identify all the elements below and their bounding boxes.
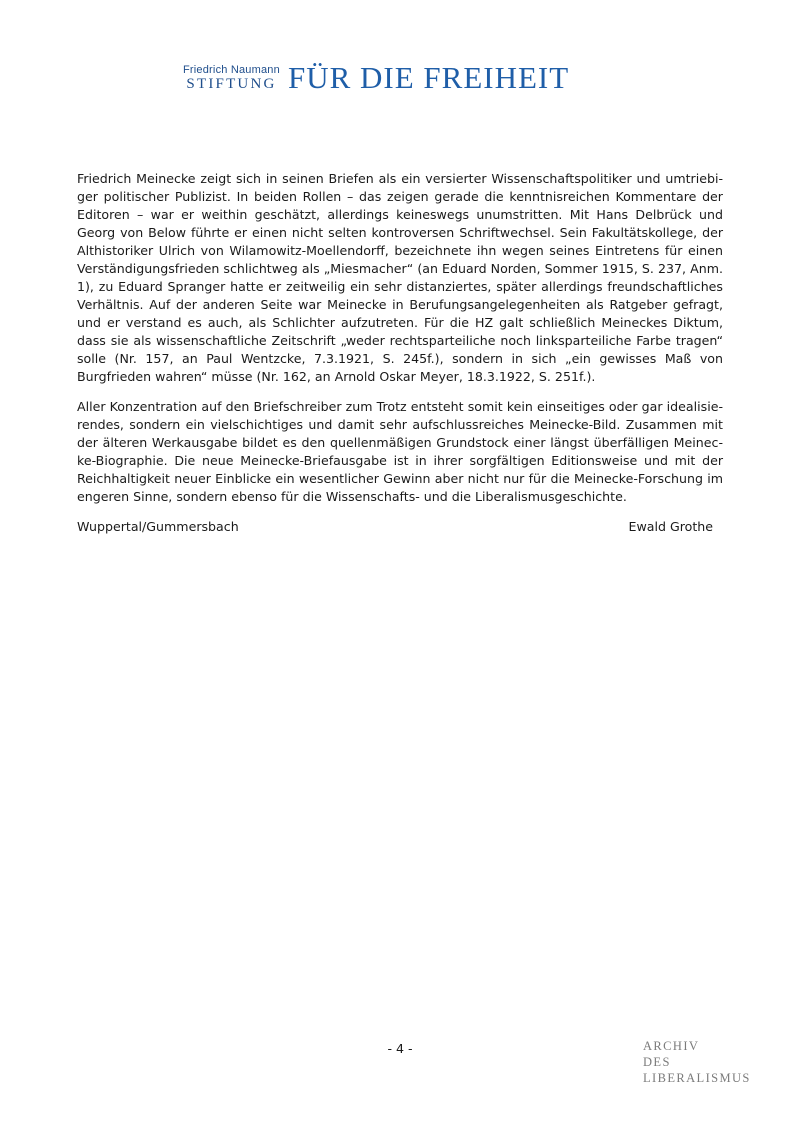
signature-location: Wuppertal/Gummersbach — [77, 519, 239, 534]
archive-logo-line-2: DES — [643, 1055, 671, 1069]
signature-line — [77, 518, 723, 536]
logo-org-sub: STIFTUNG — [186, 76, 277, 92]
archive-logo-line-1: ARCHIV — [643, 1039, 700, 1053]
archive-logo — [643, 1038, 751, 1086]
body-paragraph-2: Aller Konzentration auf den Briefschreiber zum Trotz entsteht somit kein einseitiges oder gar idealisierendes, sondern ein vielschichtiges und damit sehr aufschlussreiches Meinecke-Bild. Zusammen mit der älteren Werkausgabe bildet es den quellenmäßigen Grundstock einer längst überfälligen Meinecke-Biographie. Die neue Meinecke-Briefausgabe ist in ihrer sorgfältigen Editionsweise und mit der Reichhaltigkeit neuer Einblicke ein wesentlicher Gewinn aber nicht nur für die Meinecke-Forschung im engeren Sinne, sondern ebenso für die Wissenschafts- und die Liberalismusgeschichte. — [77, 399, 723, 504]
logo-tagline: FÜR DIE FREIHEIT — [287, 60, 570, 95]
logo-org-name: Friedrich Naumann — [183, 64, 280, 76]
signature-author: Ewald Grothe — [628, 519, 713, 534]
document-body — [77, 170, 723, 536]
page-number: - 4 - — [387, 1041, 413, 1056]
logo-wordmark-left — [183, 64, 280, 92]
foundation-logo — [183, 62, 569, 94]
body-paragraph-1: Friedrich Meinecke zeigt sich in seinen Briefen als ein versierter Wissenschaftspolitiker und umtriebiger politischer Publizist. In beiden Rollen – das zeigen gerade die kenntnisreichen Kommentare der Editoren – war er weithin geschätzt, allerdings keineswegs unumstritten. Mit Hans Delbrück und Georg von Below führte er einen nicht selten kontroversen Schriftwechsel. Sein Fakultätskollege, der Althistoriker Ulrich von Wilamowitz-Moellendorff, bezeichnete ihn wegen seines Eintretens für einen Verständigungsfrieden schlichtweg als „Miesmacher“ (an Eduard Norden, Sommer 1915, S. 237, Anm. 1), zu Eduard Spranger hatte er zeitweilig ein sehr distanziertes, später allerdings freundschaftliches Verhältnis. Auf der anderen Seite war Meinecke in Berufungsangelegenheiten als Ratgeber gefragt, und er verstand es auch, als Schlichter aufzutreten. Für die HZ galt schließlich Meineckes Diktum, dass sie als wissenschaftliche Zeitschrift „weder rechtsparteiliche noch linksparteiliche Farbe tragen“ solle (Nr. 157, an Paul Wentzcke, 7.3.1921, S. 245f.), sondern in sich „ein gewisses Maß von Burgfrieden wahren“ müsse (Nr. 162, an Arnold Oskar Meyer, 18.3.1922, S. 251f.). — [77, 171, 723, 384]
archive-logo-line-3: LIBERALISMUS — [643, 1071, 751, 1085]
